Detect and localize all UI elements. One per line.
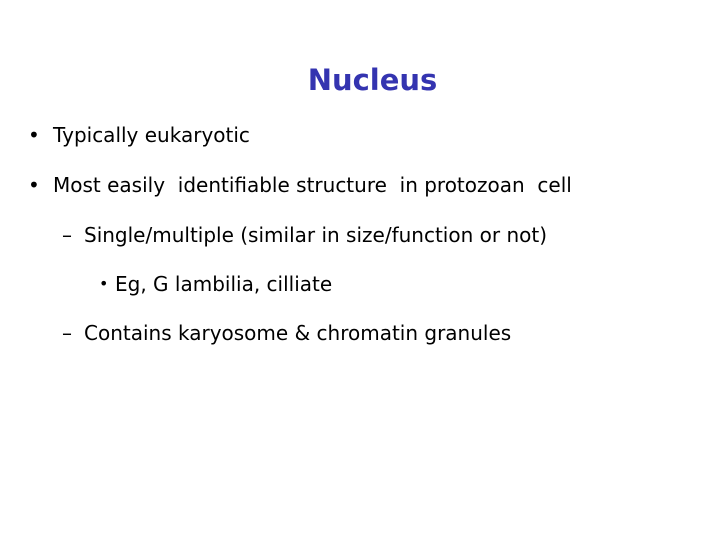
sub-bullet-marker: – <box>62 321 72 345</box>
sub-bullet-text: Single/multiple (similar in size/function or not) <box>84 223 547 247</box>
sub-bullet-text: Contains karyosome & chromatin granules <box>84 321 512 345</box>
bullet-marker: • <box>28 173 40 197</box>
sub-bullet-marker: – <box>62 223 72 247</box>
slide-title: Nucleus <box>307 63 438 97</box>
bullet-text: Typically eukaryotic <box>53 123 250 147</box>
sub-sub-bullet-text: Eg, G lambilia, cilliate <box>115 272 333 296</box>
bullet-marker: • <box>28 123 40 147</box>
sub-sub-bullet-marker: • <box>99 274 109 293</box>
bullet-text: Most easily identifiable structure in protozoan cell <box>53 173 572 197</box>
